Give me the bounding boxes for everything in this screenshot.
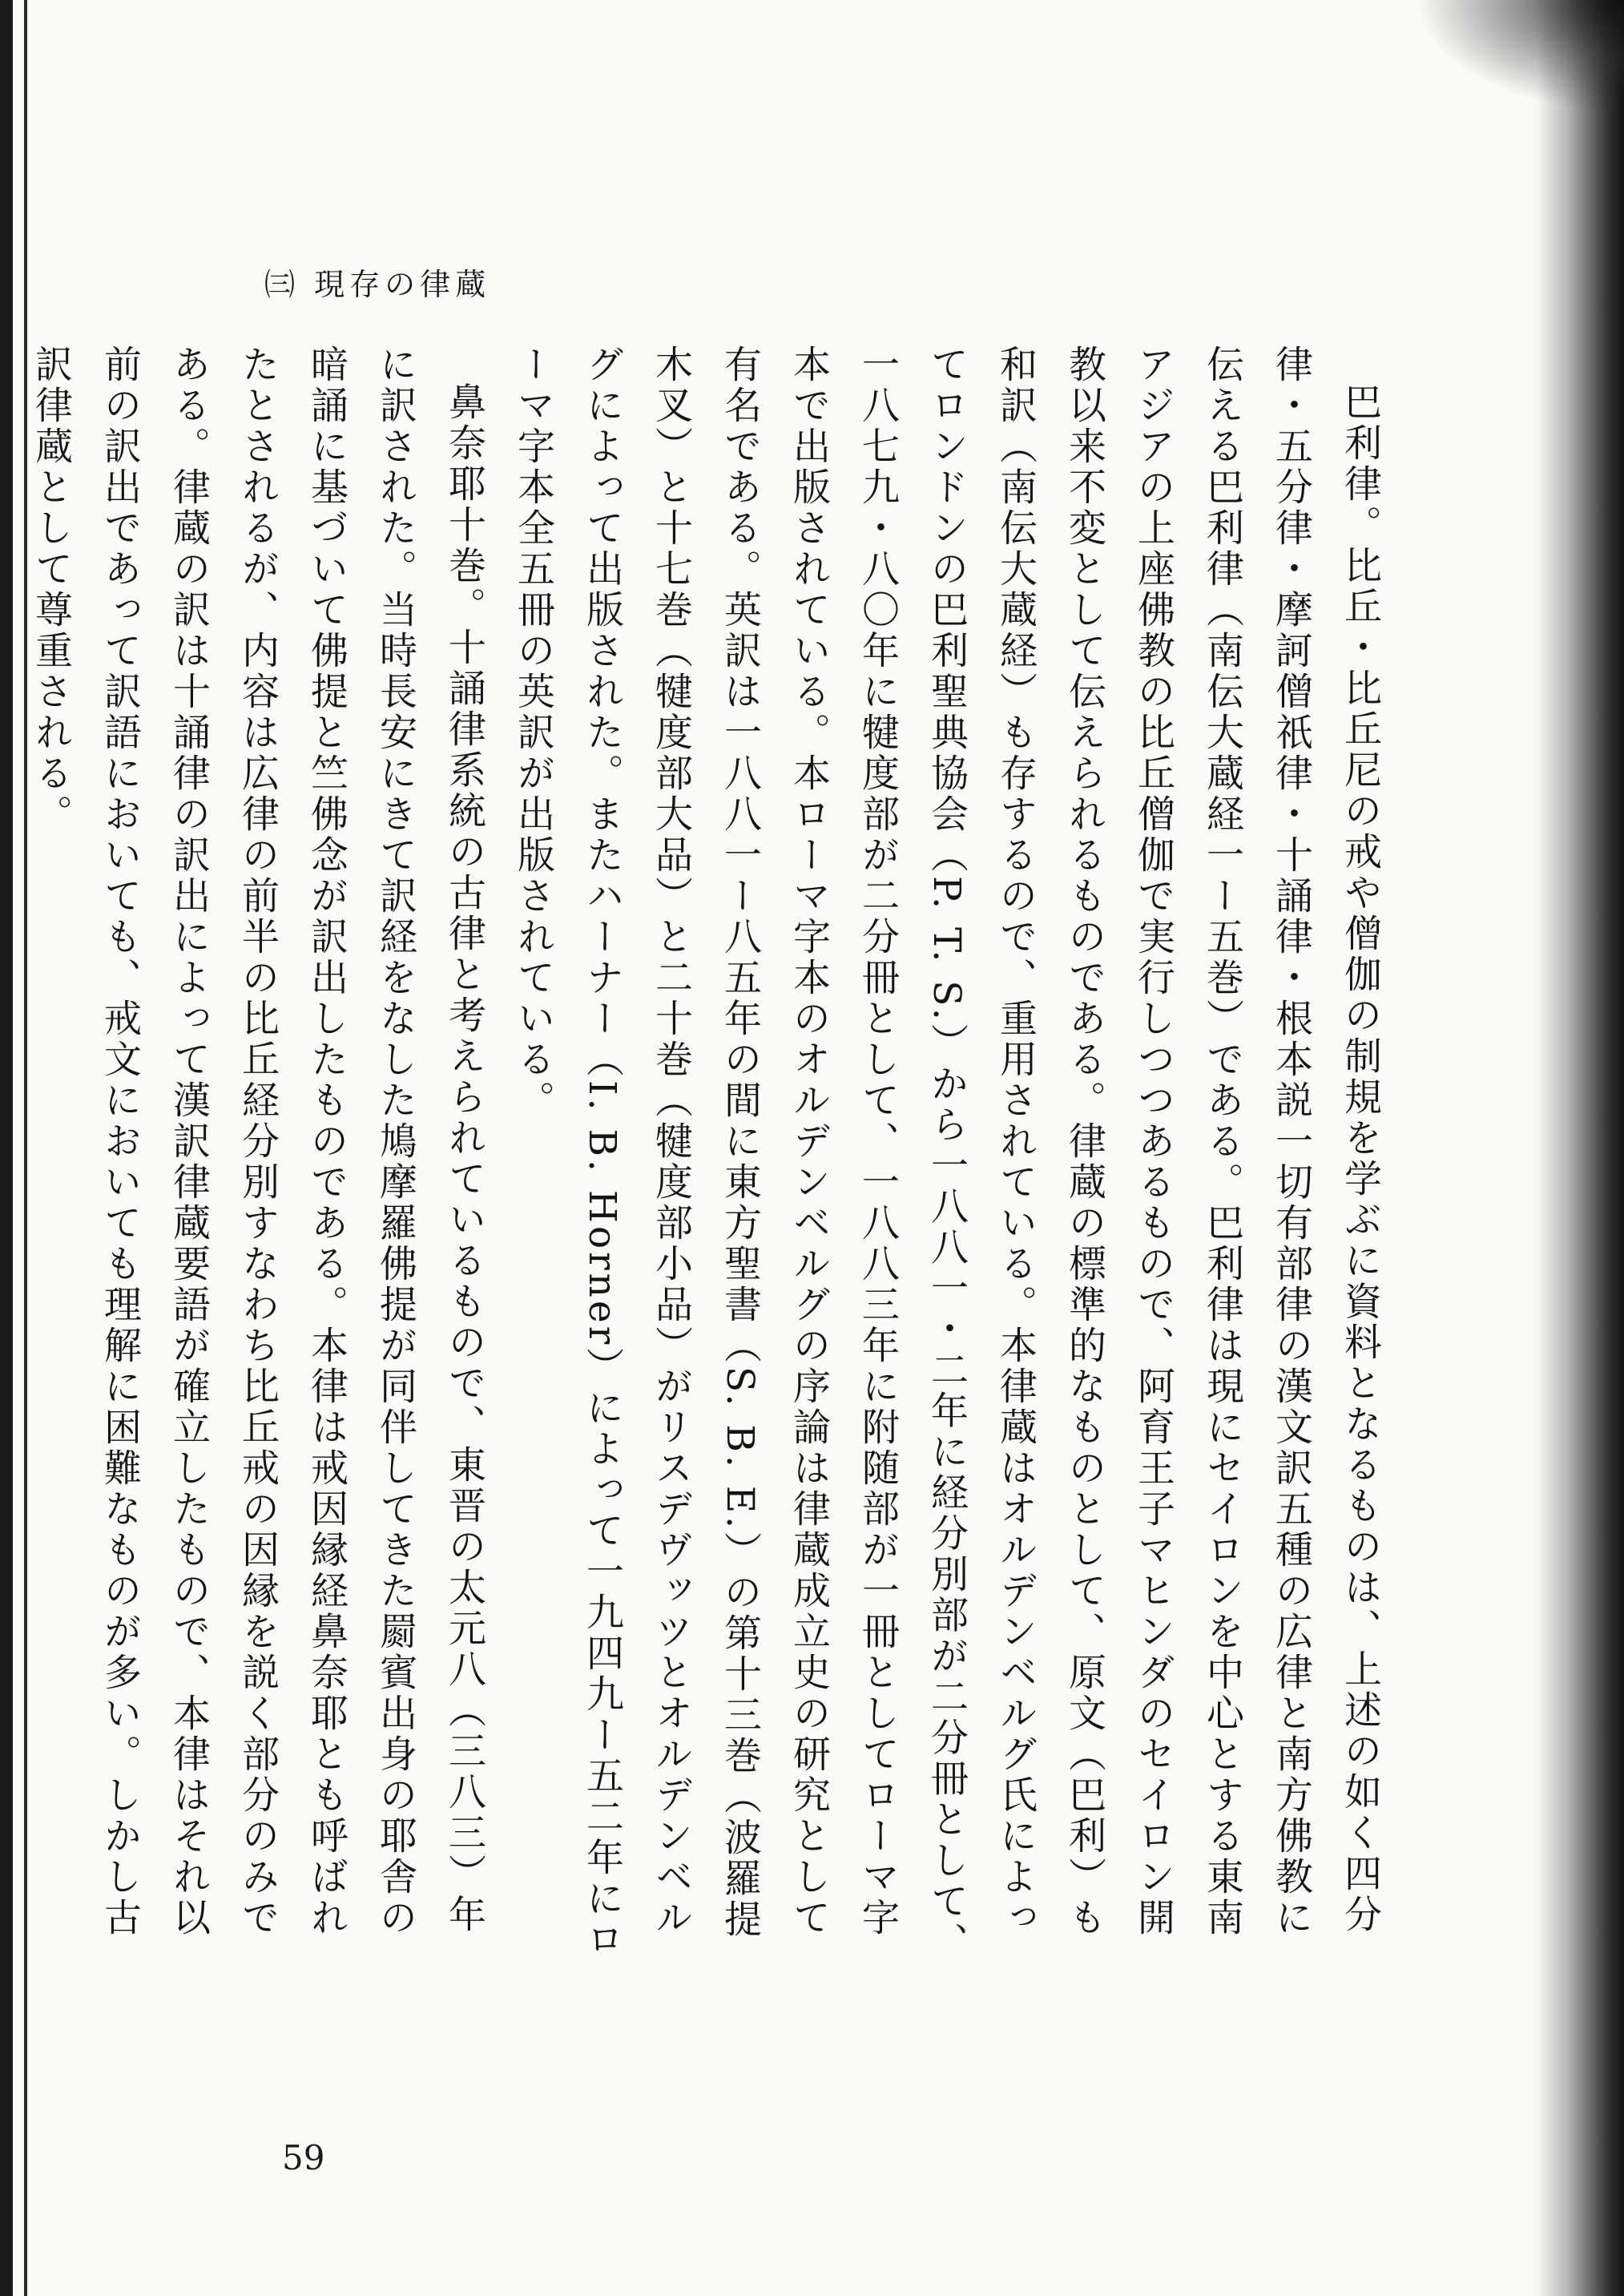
paragraph: 鼻奈耶十巻。十誦律系統の古律と考えられているもので、東晋の太元八（三八三）年に訳された。当時長安にきて訳経をなした鳩摩羅佛提が同伴してきた罽賓出身の耶舎の暗誦に基づいて佛提と竺佛念が訳出したものである。本律は戒因縁経鼻奈耶とも呼ばれたとされるが、内容は広律の前半の比丘経分別すなわち比丘戒の因縁を説く部分のみである。律蔵の訳は十誦律の訳出によって漢訳律蔵要語が確立したもので、本律はそれ以前の訳出であって訳語においても、戒文においても理解に困難なものが多い。しかし古訳律蔵として尊重される。: [29, 345, 486, 1939]
running-head: ㈢ 現存の律蔵: [264, 267, 491, 302]
binding-edge: [0, 0, 13, 2296]
corner-shadow: [1416, 0, 1624, 112]
paragraph: 巴利律。比丘・比丘尼の戒や僧伽の制規を学ぶに資料となるものは、上述の如く四分律・五分律・摩訶僧祇律・十誦律・根本説一切有部律の漢文訳五種の広律と南方佛教に伝える巴利律（南伝大蔵経一ー五巻）である。巴利律は現にセイロンを中心とする東南アジアの上座佛教の比丘僧伽で実行しつつあるもので、阿育王子マヒンダのセイロン開教以来不変として伝えられるものである。律蔵の標準的なものとして、原文（巴利）も和訳（南伝大蔵経）も存するので、重用されている。本律蔵はオルデンベルグ氏によってロンドンの巴利聖典協会（P. T. S.）から一八八一・二年に経分別部が二分冊として、一八七九・八〇年に犍度部が二分冊として、一八八三年に附随部が一冊としてローマ字本で出版されている。本ローマ字本のオルデンベルグの序論は律蔵成立史の研究として有名である。英訳は一八八一ー八五年の間に東方聖書（S. B. E.）の第十三巻（波羅提木叉）と十七巻（犍度部大品）と二十巻（犍度部小品）がリスデヴッツとオルデンベルグによって出版された。またハーナー（I. B. Horner）によって一九四九ー五二年にローマ字本全五冊の英訳が出版されている。: [511, 345, 1382, 1963]
page-edge-shadow: [1536, 0, 1624, 2296]
vertical-body-text: [29, 345, 1394, 1971]
page-number: 59: [282, 2138, 325, 2177]
